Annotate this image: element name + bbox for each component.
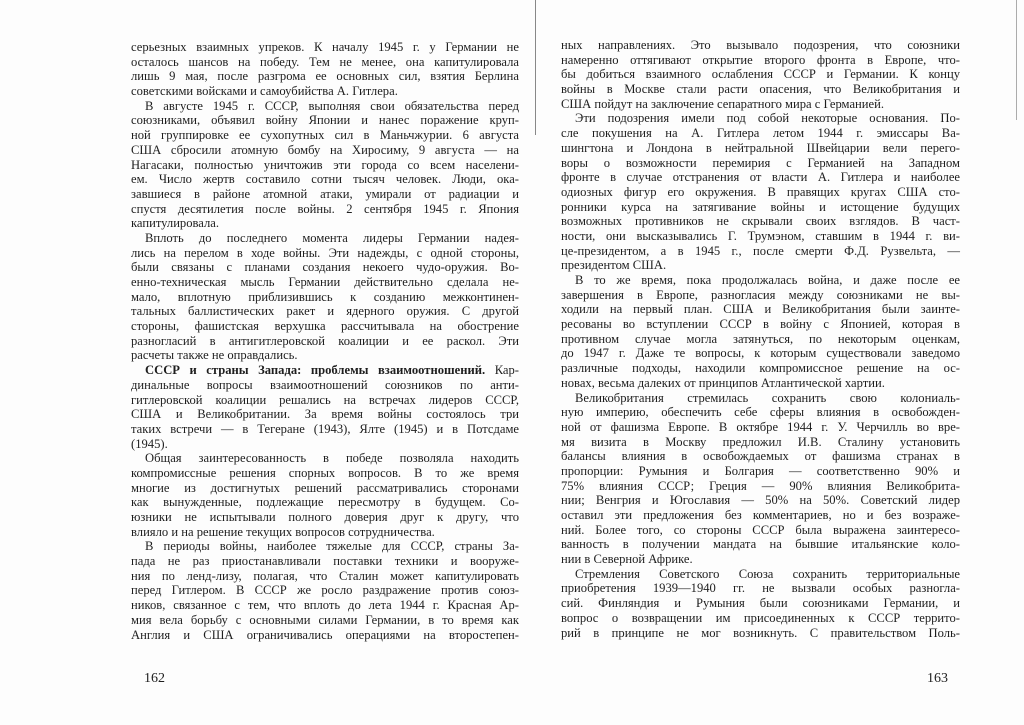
text-line: ных направлениях. Это вызывало подозрения, что союзники [561,38,960,52]
text-line: капитулировала. [131,216,220,231]
text-line: Вплоть до последнего момента лидеры Германии надея- [145,230,519,245]
text-line: ния по ленд-лизу, полагая, что Сталин может капитулировать [131,568,519,583]
text-line: (1945). [131,436,168,451]
text-line: компромиссные решения спорных вопросов. В то же время [131,465,519,480]
section-heading: СССР и страны Запада: проблемы взаимоотношений. [145,363,486,378]
text-line: различные подходы, находили компромиссное решение на ос- [561,361,960,376]
text-line: гитлеровской коалиции решались на встречах лидеров СССР, [131,392,519,407]
text-line: пропорции: Румыния и Болгария — соответственно 90% и [561,463,960,478]
left-page-text [131,40,519,642]
text-line: осталось шансов на победу. Тем не менее, она капитулировала [131,54,519,69]
text-line: ную империю, обеспечить себе сферы влияния в освобожден- [561,405,960,420]
text-line: многие из достигнутых решений рассматривались сторонами [131,480,519,495]
text-line: Нагасаки, полностью уничтожив эти города со всем населени- [131,157,519,172]
text-line: ний. Более того, со стороны СССР была выражена заинтересо- [561,522,960,537]
text-line: ной группировке ее сухопутных сил в Маньчжурии. 6 августа [131,128,519,143]
text-line: В августе 1945 г. СССР, выполняя свои обязательства перед [145,98,519,113]
text-line: серьезных взаимных упреков. К началу 1945 г. у Германии не [131,40,519,54]
text-line: лишь 9 мая, после разгрома ее основных сил, взятия Берлина [131,69,519,84]
text-line: ем. Число жертв составило сотни тысяч человек. Люди, ока- [131,172,519,187]
text-line: ванность в получении мандата на бывшие итальянские коло- [561,537,960,552]
text-line: В периоды войны, наиболее тяжелые для СССР, страны За- [145,539,519,554]
text-line: стороны, фашистская верхушка рассчитывала на обострение [131,319,519,334]
text-line: шингтона и Лондона в нейтральной Швейцарии вели перего- [561,140,960,155]
right-page-text [561,38,960,640]
paragraph [131,539,519,642]
paragraph [131,363,519,451]
text-line: рий в принципе не мог возникнуть. С правительством Поль- [561,625,960,640]
page-edge-shadow [1016,0,1017,120]
text-line: до 1947 г. Даже те вопросы, к которым существовали заведомо [561,346,960,361]
text-line: мя визита в Москву предложил И.В. Сталину установить [561,434,960,449]
text-line: ресованы во вступлении СССР в войну с Японией, которая в [561,317,960,332]
text-line: приобретения 1939—1940 гг. не вызвали особых разногла- [561,581,960,596]
text-line: нии в Северной Африке. [561,552,693,567]
text-line: разногласий в антигитлеровской коалиции и ее раскол. Эти [131,333,519,348]
book-gutter-shadow [535,0,536,135]
paragraph [131,451,519,539]
text-line: вопрос о возвращении им присоединенных к СССР террито- [561,610,960,625]
text-line: союзниками, объявил войну Японии и нанес поражение круп- [131,113,519,128]
text-line: США пойдут на заключение сепаратного мира с Германией. [561,96,884,111]
text-line: завшиеся в районе атомной атаки, умирали от радиации и [131,186,519,201]
text-line: ходили на первый план. США и Великобритания были заинте- [561,302,960,317]
text-line: намеренно оттягивают открытие второго фронта в Европе, что- [561,52,960,67]
text-line: ной от фашизма Европе. В октябре 1944 г. У. Черчилль во вре- [561,419,960,434]
text-line: советскими войсками и самоубийства А. Гитлера. [131,84,398,99]
paragraph [561,567,960,640]
text-line: США сбросили атомную бомбу на Хиросиму, 9 августа — на [131,142,519,157]
text-line: нии; Венгрия и Югославия — 50% на 50%. Советский лидер [561,493,960,508]
paragraph [561,111,960,273]
text-line: лись на перелом в ходе войны. Эти надежды, с одной стороны, [131,245,519,260]
text-line: ников, связанное с тем, что вплоть до лета 1944 г. Красная Ар- [131,598,519,613]
paragraph [131,99,519,231]
text-line: юзники не испытывали полного доверия друг к другу, что [131,510,519,524]
text-line: сий. Финляндия и Румыния были союзниками Германии, и [561,596,960,611]
text-line: Общая заинтересованность в победе позволяла находить [145,451,519,466]
text-line: войны в Москве стали расти опасения, что Великобритания и [561,82,960,97]
text-line: Эти подозрения имели под собой некоторые основания. По- [575,111,960,126]
text-line: динальные вопросы взаимоотношений союзников по анти- [131,377,519,392]
text-line: Стремления Советского Союза сохранить территориальные [575,566,960,581]
text-line: сле покушения на А. Гитлера летом 1944 г. эмиссары Ва- [561,126,960,141]
text-line: президентом США. [561,258,667,273]
text-line: 75% влияния СССР; Греция — 90% влияния Великобрита- [561,478,960,493]
text-line: тальных баллистических ракет и ядерного оружия. С другой [131,304,519,319]
text-line: возможных противников не скрывали своих взглядов. В част- [561,214,960,229]
text-line: балансы влияния в освобождаемых от фашизма странах в [561,449,960,464]
text-line: оставил эти предложения без комментариев, но и без возраже- [561,508,960,522]
text-run: Кар- [485,363,520,378]
paragraph [561,391,960,567]
text-line: мало, вплотную приблизившись к созданию межконтинен- [131,289,519,304]
text-line: енно-техническая мысль Германии действительно сделала не- [131,275,519,289]
text-line: ности, они высказывались Г. Трумэном, ставшим в 1944 г. ви- [561,228,960,243]
text-line: таких встречи — в Тегеране (1943), Ялте (1945) и в Потсдаме [131,421,519,436]
text-line: расчеты также не оправдались. [131,348,298,363]
text-line: бы добиться взаимного ослабления СССР и Германии. К концу [561,67,960,82]
text-line: спустя десятилетия после войны. 2 сентября 1945 г. Япония [131,201,519,216]
text-line [131,363,519,378]
page-number-right: 163 [927,671,948,686]
text-line: В то же время, пока продолжалась война, и даже после ее [575,273,960,287]
text-line: противном случае могла затянуться, по некоторым оценкам, [561,331,960,346]
text-line: как вынужденные, подлежащие пересмотру в будущем. Со- [131,495,519,510]
paragraph [561,273,960,391]
text-line: пада не раз приостанавливали поставки техники и вооруже- [131,554,519,569]
text-line: одиозных фигур его окружения. В правящих кругах США сто- [561,184,960,199]
paragraph [131,40,519,99]
text-line: воры о возможности перемирия с Германией на Западном [561,155,960,170]
text-line: были связаны с планами создания некоего чудо-оружия. Во- [131,260,519,275]
text-line: це-президентом, а в 1945 г., после смерти Ф.Д. Рузвельта, — [561,243,960,258]
text-line: влияло и на решение текущих вопросов сотрудничества. [131,524,435,539]
text-line: США и Великобритании. За время войны состоялось три [131,407,519,422]
text-line: Англия и США ограничивались операциями на второстепен- [131,627,519,642]
text-line: завершения в Европе, разногласия между союзниками не вы- [561,287,960,302]
paragraph [131,231,519,363]
paragraph [561,38,960,111]
text-line: новах, весьма далеких от принципов Атлантической хартии. [561,375,885,390]
text-line: фронте в случае отстранения от власти А. Гитлера и наиболее [561,170,960,185]
text-line: ронники курса на затягивание войны и истощение будущих [561,199,960,214]
text-line: мия вела борьбу с основными силами Германии, в то время как [131,612,519,627]
text-line: перед Гитлером. В СССР же росло раздражение против союз- [131,583,519,598]
text-line: Великобритания стремилась сохранить свою колониаль- [575,390,960,405]
page-number-left: 162 [144,671,165,686]
